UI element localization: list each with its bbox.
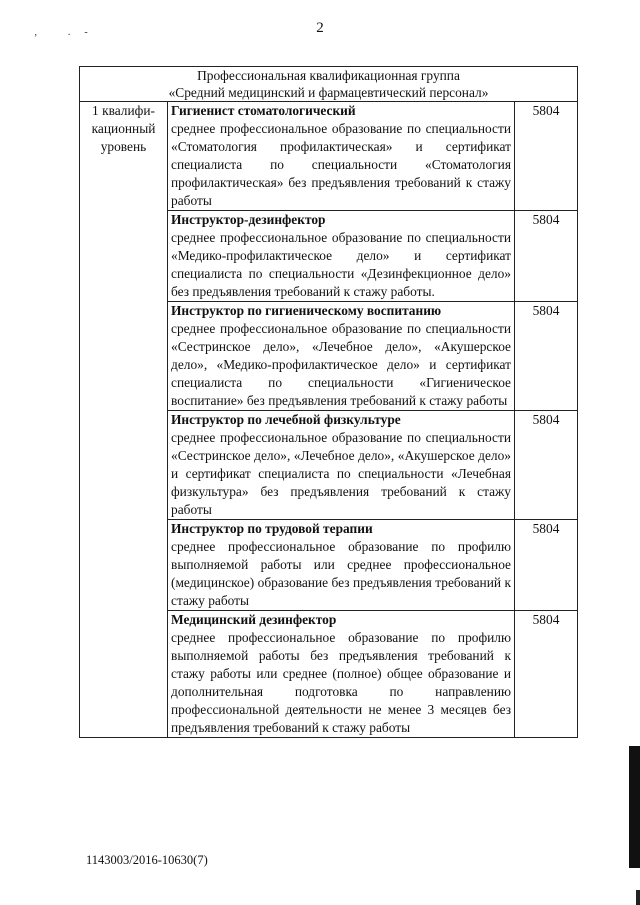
position-desc-cell bbox=[168, 211, 515, 302]
position-code: 5804 bbox=[515, 211, 578, 302]
position-code: 5804 bbox=[515, 302, 578, 411]
group-header-line1: Профессиональная квалификационная группа bbox=[197, 68, 460, 83]
position-requirements: среднее профессиональное образование по специальности «Сестринское дело», «Лечебное дело», «Акушерское дело», «Медико-профилактическое дело» и сертификат специалиста по специальности «Гигиеническое воспитание» без предъявления требований к стажу работы bbox=[171, 321, 511, 408]
position-title: Медицинский дезинфектор bbox=[171, 612, 337, 627]
qualification-table bbox=[79, 66, 578, 738]
position-title: Гигиенист стоматологический bbox=[171, 103, 356, 118]
position-desc-cell bbox=[168, 302, 515, 411]
position-code: 5804 bbox=[515, 102, 578, 211]
position-code: 5804 bbox=[515, 520, 578, 611]
position-title: Инструктор по лечебной физкультуре bbox=[171, 412, 401, 427]
position-desc-cell bbox=[168, 611, 515, 738]
group-header-row bbox=[80, 67, 578, 102]
scan-edge-shadow bbox=[629, 746, 640, 868]
position-title: Инструктор-дезинфектор bbox=[171, 212, 326, 227]
position-code: 5804 bbox=[515, 611, 578, 738]
position-title: Инструктор по гигиеническому воспитанию bbox=[171, 303, 442, 318]
position-code: 5804 bbox=[515, 411, 578, 520]
group-header-line2: «Средний медицинский и фармацевтический персонал» bbox=[168, 85, 489, 100]
table-row bbox=[80, 102, 578, 211]
position-requirements: среднее профессиональное образование по специальности «Стоматология профилактическая» и сертификат специалиста по специальности «Стоматология профилактическая» без предъявления требований к стажу работы bbox=[171, 121, 511, 208]
scan-marks: ‚ .- bbox=[34, 27, 102, 38]
position-desc-cell bbox=[168, 102, 515, 211]
qualification-level-cell: 1 квалифи-кационный уровень bbox=[80, 102, 168, 738]
position-requirements: среднее профессиональное образование по профилю выполняемой работы без предъявления требований к стажу работы или среднее (полное) общее образование и дополнительная подготовка по направлению профессиональной деятельности не менее 3 месяцев без предъявления требований к стажу работы bbox=[171, 630, 511, 735]
page-number: 2 bbox=[316, 20, 324, 36]
position-title: Инструктор по трудовой терапии bbox=[171, 521, 373, 536]
document-code-footer: 1143003/2016-10630(7) bbox=[86, 853, 208, 867]
position-desc-cell bbox=[168, 520, 515, 611]
position-requirements: среднее профессиональное образование по профилю выполняемой работы или среднее профессиональное (медицинское) образование без предъявления требований к стажу работы bbox=[171, 539, 511, 608]
position-requirements: среднее профессиональное образование по специальности «Сестринское дело», «Лечебное дело», «Акушерское дело» и сертификат специалиста по специальности «Лечебная физкультура» без предъявления требований к стажу работы bbox=[171, 430, 511, 517]
position-requirements: среднее профессиональное образование по специальности «Медико-профилактическое дело» и сертификат специалиста по специальности «Дезинфекционное дело» без предъявления требований к стажу работы. bbox=[171, 230, 511, 299]
group-header-cell bbox=[80, 67, 578, 102]
position-desc-cell bbox=[168, 411, 515, 520]
scan-edge-shadow-small bbox=[636, 890, 640, 905]
